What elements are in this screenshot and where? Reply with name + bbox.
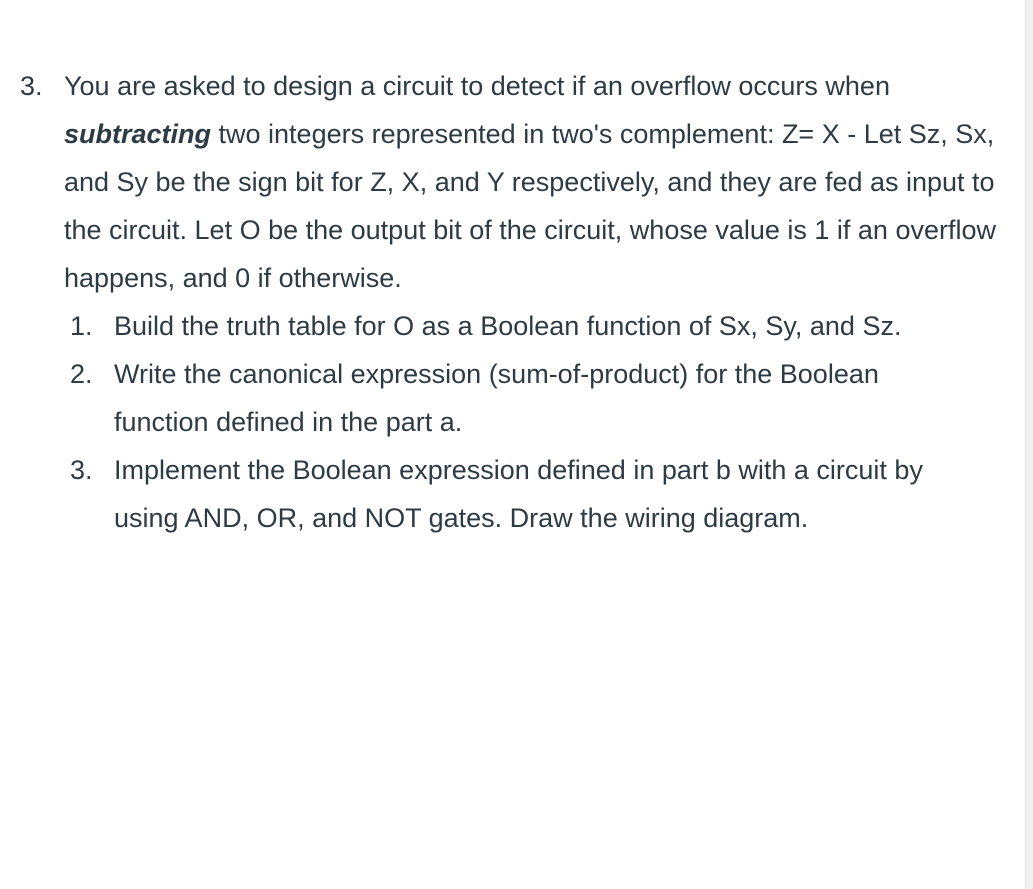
question-emphasis: subtracting (64, 119, 212, 149)
question-block (0, 62, 1000, 542)
question-part-3 (0, 446, 1000, 542)
part-number: 3. (70, 455, 93, 485)
question-text (64, 62, 1000, 302)
part-number: 1. (70, 311, 93, 341)
question-text-start: You are asked to design a circuit to detect if an overflow occurs when (64, 71, 890, 101)
part-text: Write the canonical expression (sum-of-product) for the Boolean function defined in the part a. (114, 359, 879, 437)
question-part-1 (0, 302, 1000, 350)
question-main (0, 62, 1000, 302)
question-text-end: two integers represented in two's complement: Z= X - Let Sz, Sx, and Sy be the sign bit for Z, X, and Y respectively, and they are fed as input to the circuit. Let O be the output bit of the circuit, whose value is 1 if an overflow happens, and 0 if otherwise. (64, 119, 996, 293)
part-text: Build the truth table for O as a Boolean function of Sx, Sy, and Sz. (114, 311, 902, 341)
question-parts-list (0, 302, 1000, 542)
part-number: 2. (70, 359, 93, 389)
question-number: 3. (20, 71, 43, 101)
part-text: Implement the Boolean expression defined in part b with a circuit by using AND, OR, and NOT gates. Draw the wiring diagram. (114, 455, 923, 533)
scrollbar-track[interactable] (1025, 0, 1033, 889)
question-part-2 (0, 350, 1000, 446)
